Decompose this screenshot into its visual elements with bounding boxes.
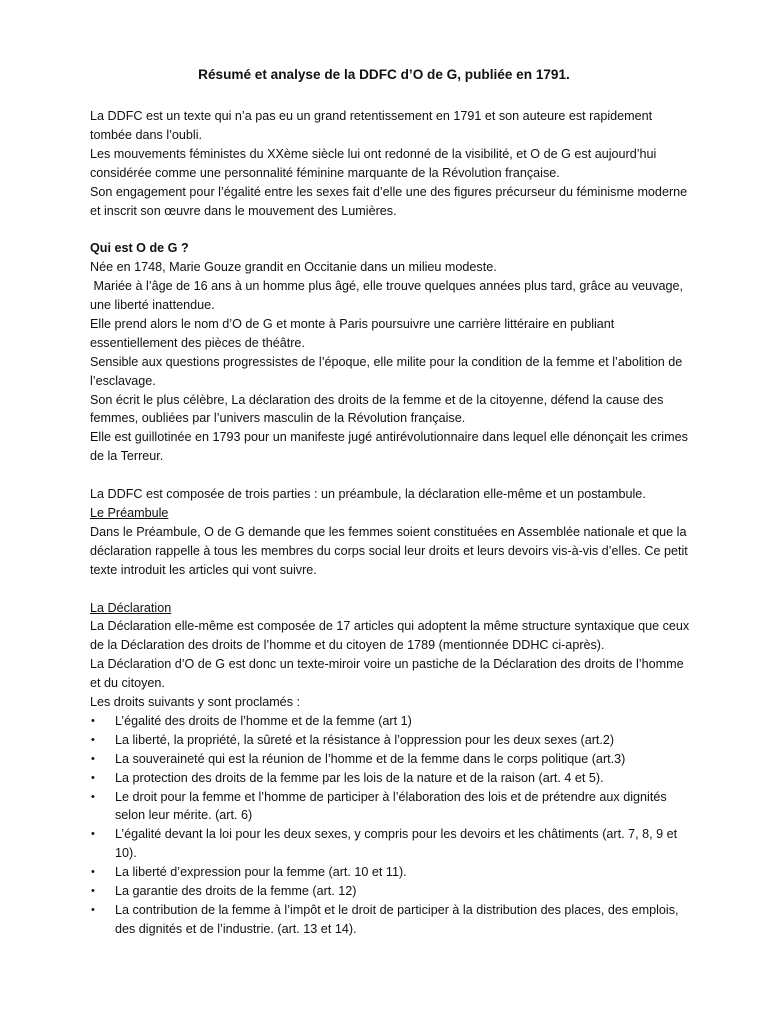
list-item-text: La garantie des droits de la femme (art. 12)	[115, 884, 357, 899]
list-item	[90, 882, 690, 901]
intro-paragraph: Son engagement pour l’égalité entre les sexes fait d’elle une des figures précurseur du féminisme moderne et inscrit son œuvre dans le mouvement des Lumières.	[90, 184, 688, 218]
list-item-text: La contribution de la femme à l’impôt et le droit de participer à la distribution des places, des emplois, des dignités et de l’industrie. (art. 13 et 14).	[115, 903, 679, 936]
bio-paragraph: Née en 1748, Marie Gouze grandit en Occitanie dans un milieu modeste.	[90, 260, 497, 275]
bullet-icon: •	[91, 790, 95, 803]
bullet-icon: •	[91, 714, 95, 727]
bullet-icon: •	[91, 885, 95, 898]
list-item-text: La souveraineté qui est la réunion de l’homme et de la femme dans le corps politique (art.3)	[115, 751, 626, 766]
bio-paragraph: Sensible aux questions progressistes de l’époque, elle milite pour la condition de la femme et l’abolition de l’esclavage.	[90, 354, 683, 388]
list-item	[90, 825, 690, 863]
list-item	[90, 712, 690, 731]
bio-paragraph: Son écrit le plus célèbre, La déclaration des droits de la femme et de la citoyenne, défend la cause des femmes, oubliées par l’univers masculin de la Révolution française.	[90, 392, 664, 426]
declaration-paragraph: Les droits suivants y sont proclamés :	[90, 695, 300, 710]
list-item-text: L’égalité des droits de l’homme et de la femme (art 1)	[115, 713, 412, 728]
list-item	[90, 731, 690, 750]
bullet-icon: •	[91, 828, 95, 841]
list-item-text: La liberté, la propriété, la sûreté et la résistance à l’oppression pour les deux sexes (art.2)	[115, 732, 615, 747]
preambule-paragraph: Dans le Préambule, O de G demande que les femmes soient constituées en Assemblée nationale et que la déclaration rappelle à tous les membres du corps social leur droits et leurs devoirs vis-à-vis d’elles. Ce petit texte introduit les articles qui vont suivre.	[90, 524, 688, 577]
list-item-text: La protection des droits de la femme par les lois de la nature et de la raison (art. 4 et 5).	[115, 770, 604, 785]
list-item-text: La liberté d’expression pour la femme (art. 10 et 11).	[115, 865, 407, 880]
bullet-icon: •	[91, 866, 95, 879]
declaration-paragraph: La Déclaration d’O de G est donc un texte-miroir voire un pastiche de la Déclaration des droits de l’homme et du citoyen.	[90, 657, 684, 691]
list-item	[90, 750, 690, 769]
list-item	[90, 769, 690, 788]
intro-paragraph: La DDFC est un texte qui n’a pas eu un grand retentissement en 1791 et son auteure est rapidement tombée dans l’oubli.	[90, 109, 653, 142]
rights-list	[90, 712, 690, 939]
bio-paragraph: Elle est guillotinée en 1793 pour un manifeste jugé antirévolutionnaire dans lequel elle dénonçait les crimes de la Terreur.	[90, 430, 688, 464]
bullet-icon: •	[91, 904, 95, 917]
intro-paragraph: Les mouvements féministes du XXème siècle lui ont redonné de la visibilité, et O de G est aujourd’hui considérée comme une personnalité féminine marquante de la Révolution française.	[90, 146, 657, 180]
list-item	[90, 863, 690, 882]
bullet-icon: •	[91, 733, 95, 746]
declaration-heading: La Déclaration	[90, 600, 172, 615]
bullet-icon: •	[91, 752, 95, 765]
declaration-paragraph: La Déclaration elle-même est composée de 17 articles qui adoptent la même structure syntaxique que ceux de la Déclaration des droits de l’homme et du citoyen de 1789 (mentionnée DDHC ci-après).	[90, 619, 690, 653]
list-item	[90, 788, 690, 826]
bio-heading: Qui est O de G ?	[90, 241, 189, 256]
bullet-icon: •	[91, 771, 95, 784]
list-item-text: Le droit pour la femme et l’homme de participer à l’élaboration des lois et de prétendre aux dignités selon leur mérite. (art. 6)	[115, 789, 667, 823]
list-item-text: L’égalité devant la loi pour les deux sexes, y compris pour les devoirs et les châtiments (art. 7, 8, 9 et 10).	[115, 827, 678, 861]
document-body	[90, 107, 690, 939]
bio-paragraph: Mariée à l’âge de 16 ans à un homme plus âgé, elle trouve quelques années plus tard, grâce au veuvage, une liberté inattendue.	[90, 279, 687, 313]
preambule-heading: Le Préambule	[90, 506, 169, 520]
list-item	[90, 901, 690, 939]
bio-paragraph: Elle prend alors le nom d’O de G et monte à Paris poursuivre une carrière littéraire en publiant essentiellement des pièces de théâtre.	[90, 316, 615, 350]
structure-paragraph: La DDFC est composée de trois parties : un préambule, la déclaration elle-même et un postambule.	[90, 487, 646, 502]
document-title: Résumé et analyse de la DDFC d’O de G, publiée en 1791.	[198, 67, 570, 82]
